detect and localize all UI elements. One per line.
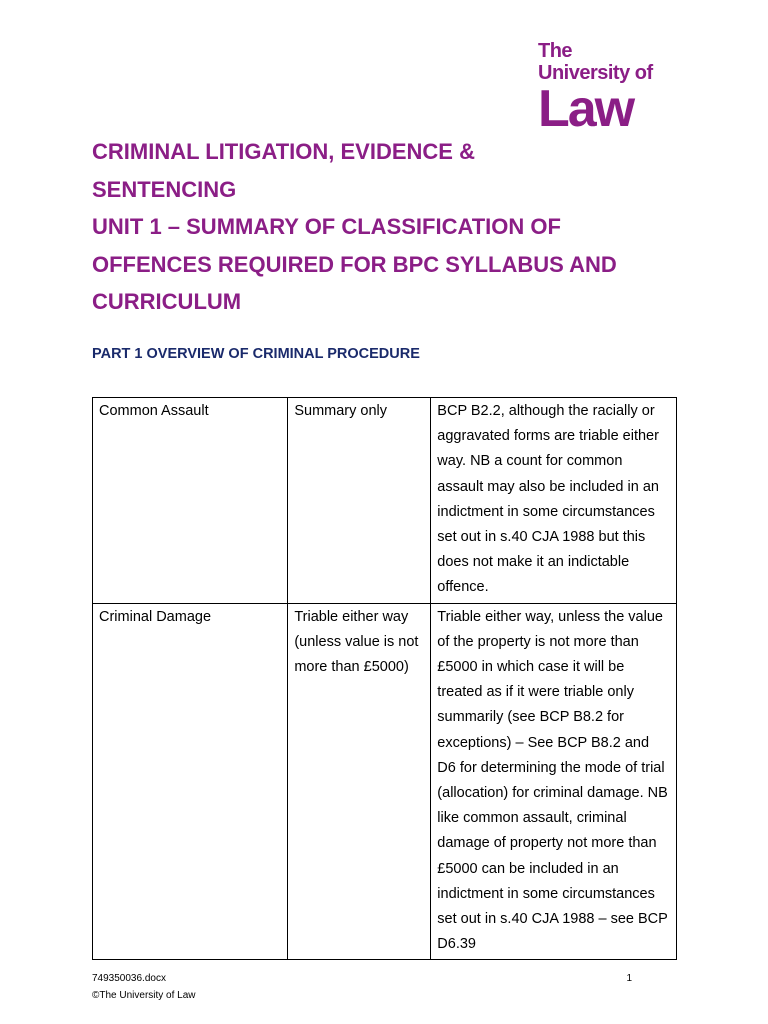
- title-line: CURRICULUM: [92, 289, 242, 314]
- page-number: 1: [626, 973, 632, 984]
- logo-line-2: University of: [538, 62, 653, 84]
- title-line: OFFENCES REQUIRED FOR BPC SYLLABUS AND: [92, 251, 617, 277]
- classification-cell: Triable either way (unless value is not more than £5000): [288, 603, 431, 960]
- footer-copyright: ©The University of Law: [92, 990, 196, 1001]
- offence-classification-table: [92, 397, 677, 960]
- classification-cell: Summary only: [288, 398, 431, 604]
- table-row: [93, 603, 677, 960]
- logo-line-1: The: [538, 40, 573, 62]
- offence-cell: Criminal Damage: [93, 603, 288, 960]
- page-footer: [92, 970, 632, 1004]
- notes-cell: BCP B2.2, although the racially or aggravated forms are triable either way. NB a count for common assault may also be included in an indictment in some circumstances set out in s.40 CJA 1988 but this does not make it an indictable offence.: [431, 398, 677, 604]
- university-logo: [538, 40, 658, 138]
- offence-cell: Common Assault: [93, 398, 288, 604]
- table-row: [93, 398, 677, 604]
- logo-line-3: Law: [538, 80, 634, 138]
- title-line: CRIMINAL LITIGATION, EVIDENCE &: [92, 139, 475, 164]
- part-heading: PART 1 OVERVIEW OF CRIMINAL PROCEDURE: [92, 346, 420, 362]
- document-title: [92, 133, 692, 321]
- notes-cell: Triable either way, unless the value of the property is not more than £5000 in which case it will be treated as if it were triable only summarily (see BCP B8.2 for exceptions) – See BCP B8.2 and D6 for determining the mode of trial (allocation) for criminal damage. NB like common assault, criminal damage of property not more than £5000 can be included in an indictment in some circumstances set out in s.40 CJA 1988 – see BCP D6.39: [431, 603, 677, 960]
- footer-filename: 749350036.docx: [92, 973, 166, 984]
- title-line: UNIT 1 – SUMMARY OF CLASSIFICATION OF: [92, 214, 561, 239]
- title-line: SENTENCING: [92, 176, 237, 202]
